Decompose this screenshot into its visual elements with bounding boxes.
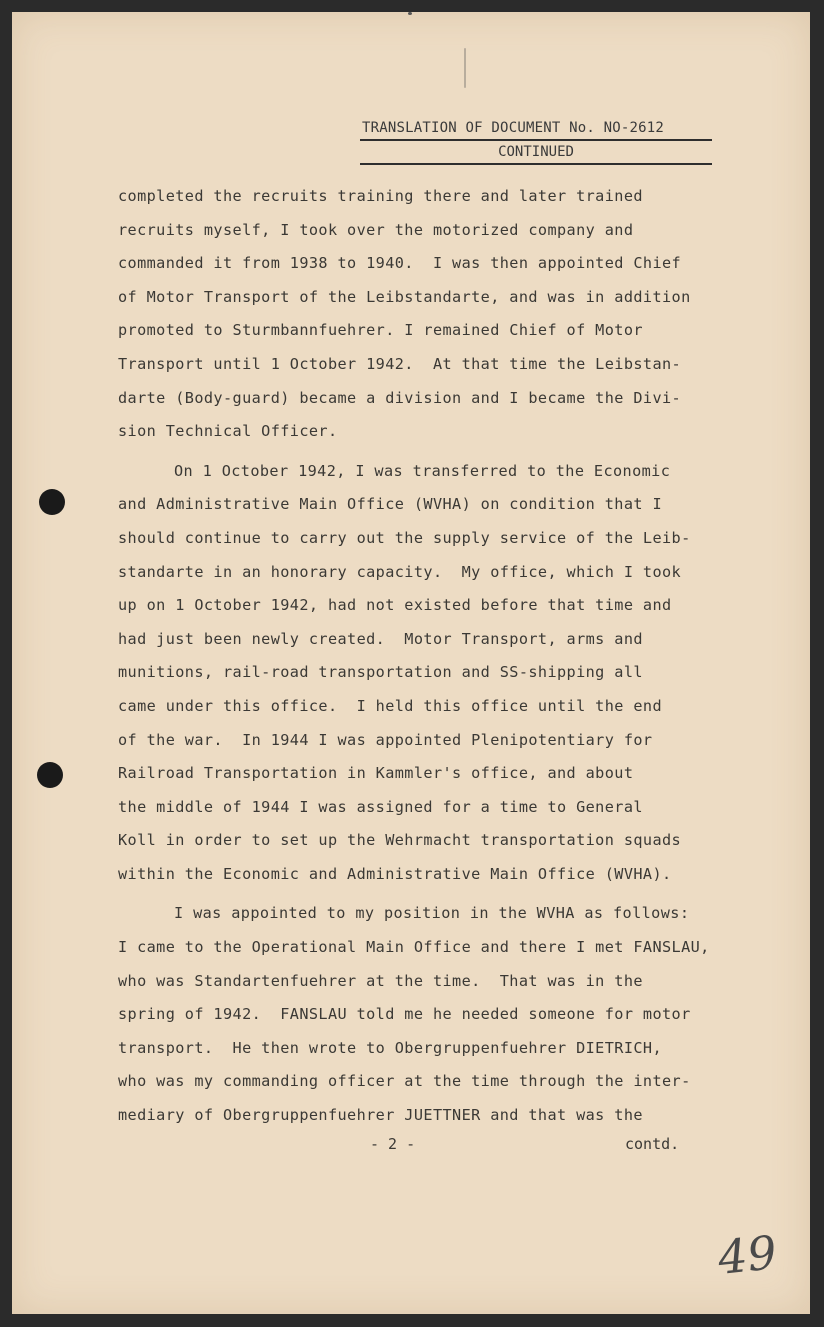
text-line: completed the recruits training there and later trained bbox=[118, 187, 643, 205]
text-line: had just been newly created. Motor Transport, arms and bbox=[118, 629, 643, 648]
text-line: of Motor Transport of the Leibstandarte, and was in addition bbox=[118, 287, 691, 306]
continued-marker: contd. bbox=[625, 1135, 680, 1153]
text-line: sion Technical Officer. bbox=[118, 422, 338, 441]
text-line: I was appointed to my position in the WVHA as follows: bbox=[174, 904, 690, 923]
header-title: TRANSLATION OF DOCUMENT No. NO-2612 bbox=[362, 120, 665, 136]
text-line: transport. He then wrote to Obergruppenfuehrer DIETRICH, bbox=[118, 1038, 662, 1057]
punch-hole-upper bbox=[39, 489, 65, 515]
text-line: munitions, rail-road transportation and SS-shipping all bbox=[118, 663, 643, 682]
text-line: of the war. In 1944 I was appointed Plenipotentiary for bbox=[118, 730, 653, 749]
text-line: up on 1 October 1942, had not existed before that time and bbox=[118, 596, 672, 615]
text-line: within the Economic and Administrative Main Office (WVHA). bbox=[118, 864, 672, 883]
text-line: Koll in order to set up the Wehrmacht transportation squads bbox=[118, 831, 682, 850]
page-number: - 2 - bbox=[370, 1135, 416, 1153]
text-line: darte (Body-guard) became a division and I became the Divi- bbox=[118, 388, 682, 407]
text-line: recruits myself, I took over the motorized company and bbox=[118, 220, 634, 239]
text-line: who was Standartenfuehrer at the time. That was in the bbox=[118, 971, 643, 990]
handwritten-page-number: 49 bbox=[715, 1225, 780, 1285]
text-line: should continue to carry out the supply service of the Leib- bbox=[118, 528, 691, 547]
header-subtitle: CONTINUED bbox=[498, 144, 574, 160]
text-line: mediary of Obergruppenfuehrer JUETTNER and that was the bbox=[118, 1106, 643, 1125]
ink-speck bbox=[408, 12, 412, 15]
text-line: standarte in an honorary capacity. My office, which I took bbox=[118, 562, 682, 581]
header-rule-bottom bbox=[360, 163, 712, 165]
text-line: promoted to Sturmbannfuehrer. I remained Chief of Motor bbox=[118, 321, 643, 340]
text-line: came under this office. I held this office until the end bbox=[118, 696, 662, 715]
document-header bbox=[360, 118, 712, 166]
text-line: the middle of 1944 I was assigned for a time to General bbox=[118, 797, 643, 816]
text-line: and Administrative Main Office (WVHA) on condition that I bbox=[118, 495, 662, 514]
header-rule-top bbox=[360, 139, 712, 141]
text-line: I came to the Operational Main Office and there I met FANSLAU, bbox=[118, 938, 710, 957]
text-line: Railroad Transportation in Kammler's office, and about bbox=[118, 764, 634, 783]
text-line: On 1 October 1942, I was transferred to the Economic bbox=[174, 461, 671, 480]
text-line: who was my commanding officer at the time through the inter- bbox=[118, 1072, 691, 1091]
text-line: commanded it from 1938 to 1940. I was then appointed Chief bbox=[118, 254, 682, 273]
document-body bbox=[118, 180, 778, 1133]
text-line: Transport until 1 October 1942. At that time the Leibstan- bbox=[118, 354, 682, 373]
ink-speck bbox=[464, 48, 466, 88]
punch-hole-lower bbox=[37, 762, 63, 788]
text-line: spring of 1942. FANSLAU told me he needed someone for motor bbox=[118, 1005, 691, 1024]
